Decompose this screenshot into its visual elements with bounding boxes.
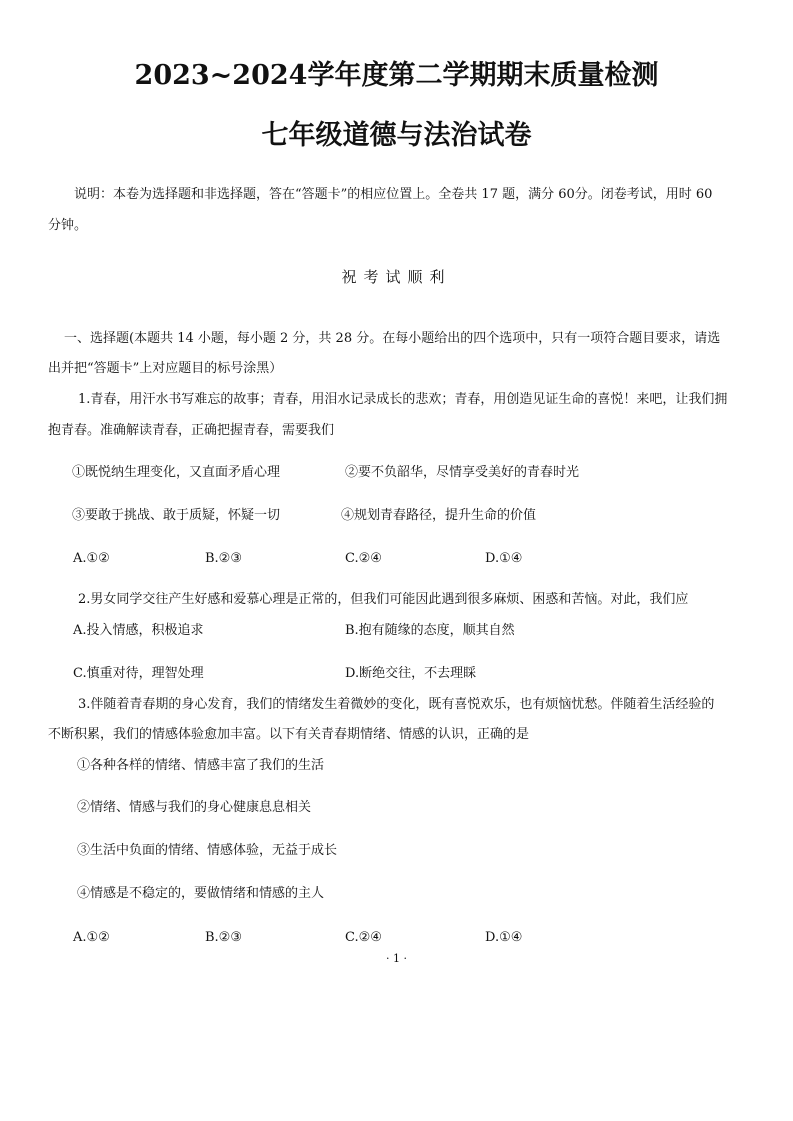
q3-statement-4: ④情感是不稳定的，要做情绪和情感的主人 — [77, 886, 325, 901]
exam-title: 2023~2024学年度第二学期期末质量检测 — [134, 60, 659, 91]
q2-stem: 2.男女同学交往产生好感和爱慕心理是正常的，但我们可能因此遇到很多麻烦、困惑和苦恼。对此，我们应 — [78, 592, 689, 607]
q1-option-c: C.②④ — [345, 551, 382, 566]
blessing: 祝考试顺利 — [341, 268, 452, 286]
page-number: · 1 · — [386, 952, 407, 965]
q2-option-c: C.慎重对待，理智处理 — [73, 666, 204, 681]
instructions-line-1: 说明：本卷为选择题和非选择题，答在“答题卡”的相应位置上。全卷共 17 题，满分 60分。闭卷考试，用时 60 — [74, 187, 713, 202]
q3-statement-2: ②情绪、情感与我们的身心健康息息相关 — [77, 800, 312, 815]
q3-stem-line-1: 3.伴随着青春期的身心发育，我们的情绪发生着微妙的变化，既有喜悦欢乐，也有烦恼忧愁。伴随着生活经验的 — [78, 697, 715, 712]
section-heading-line-1: 一、选择题(本题共 14 小题，每小题 2 分，共 28 分。在每小题给出的四个选项中，只有一项符合题目要求，请选 — [64, 331, 721, 346]
instructions-line-2: 分钟。 — [48, 218, 88, 233]
section-heading-line-2: 出并把“答题卡”上对应题目的标号涂黑） — [48, 361, 283, 376]
q3-stem-line-2: 不断积累，我们的情感体验愈加丰富。以下有关青春期情绪、情感的认识，正确的是 — [48, 727, 530, 742]
q3-option-d: D.①④ — [485, 930, 523, 945]
q1-statement-2: ②要不负韶华，尽情享受美好的青春时光 — [345, 465, 580, 480]
q1-statement-3: ③要敢于挑战、敢于质疑，怀疑一切 — [72, 508, 281, 523]
q2-option-d: D.断绝交往，不去理睬 — [345, 666, 477, 681]
q1-stem-line-1: 1.青春，用汗水书写难忘的故事；青春，用泪水记录成长的悲欢；青春，用创造见证生命的喜悦！来吧，让我们拥 — [78, 392, 728, 407]
q2-option-b: B.抱有随缘的态度，顺其自然 — [345, 623, 515, 638]
q1-stem-line-2: 抱青春。准确解读青春，正确把握青春，需要我们 — [48, 423, 335, 438]
q1-option-a: A.①② — [73, 551, 110, 566]
q1-option-b: B.②③ — [205, 551, 242, 566]
q3-statement-1: ①各种各样的情绪、情感丰富了我们的生活 — [77, 758, 325, 773]
q3-statement-3: ③生活中负面的情绪、情感体验，无益于成长 — [77, 843, 338, 858]
exam-subtitle: 七年级道德与法治试卷 — [261, 120, 532, 151]
q3-option-c: C.②④ — [345, 930, 382, 945]
q3-option-a: A.①② — [73, 930, 110, 945]
q2-option-a: A.投入情感，积极追求 — [73, 623, 204, 638]
q1-statement-1: ①既悦纳生理变化，又直面矛盾心理 — [72, 465, 281, 480]
q1-statement-4: ④规划青春路径，提升生命的价值 — [341, 508, 537, 523]
q3-option-b: B.②③ — [205, 930, 242, 945]
q1-option-d: D.①④ — [485, 551, 523, 566]
